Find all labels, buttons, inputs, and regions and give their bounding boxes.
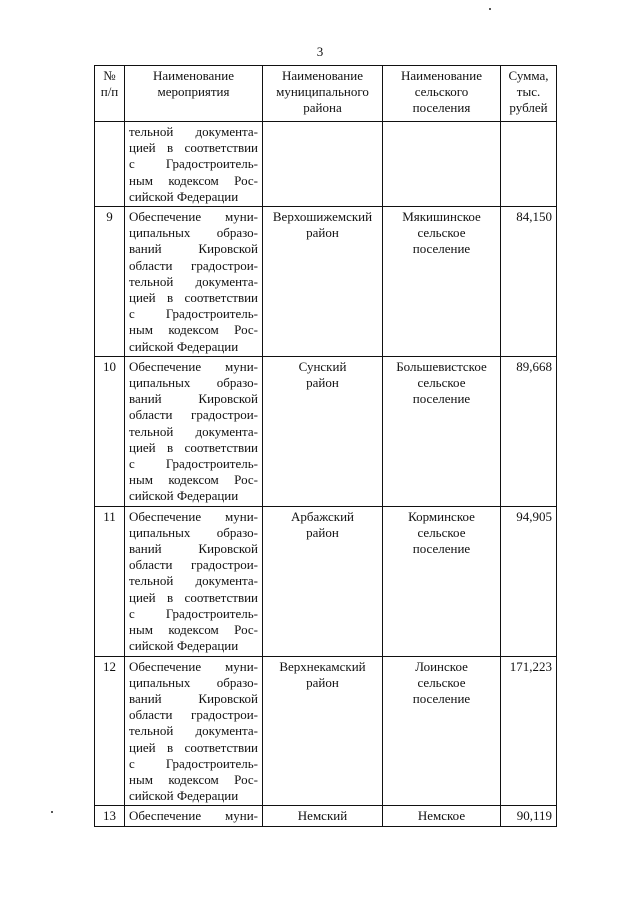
- cell-district: Верхнекамский район: [263, 656, 383, 806]
- event-line: с Градостроитель-: [129, 156, 258, 172]
- event-line: области градострои-: [129, 557, 258, 573]
- cell-event: [125, 122, 263, 207]
- cell-num: 13: [95, 806, 125, 826]
- table-row: [95, 806, 557, 826]
- event-line: ным кодексом Рос-: [129, 622, 258, 638]
- cell-event: [125, 356, 263, 506]
- header-sum: Сумма, тыс. рублей: [501, 66, 557, 122]
- event-line: Обеспечение муни-: [129, 808, 258, 824]
- event-line: ным кодексом Рос-: [129, 771, 258, 787]
- event-line: сийской Федерации: [129, 338, 239, 354]
- scan-speck: [51, 811, 53, 813]
- measures-table: [94, 65, 557, 827]
- table-row: [95, 656, 557, 806]
- cell-settlement: Корминское сельское поселение: [383, 506, 501, 656]
- cell-settlement: Лоинское сельское поселение: [383, 656, 501, 806]
- event-line: цией в соответствии: [129, 739, 258, 755]
- page-number: 3: [316, 44, 324, 59]
- event-line: ципальных образо-: [129, 375, 258, 391]
- event-line: тельной документа-: [129, 273, 258, 289]
- cell-district: Верхошижемский район: [263, 207, 383, 357]
- cell-sum: [501, 122, 557, 207]
- table-header-row: [95, 66, 557, 122]
- event-line: ным кодексом Рос-: [129, 322, 258, 338]
- cell-event: [125, 207, 263, 357]
- event-line: тельной документа-: [129, 423, 258, 439]
- event-line: цией в соответствии: [129, 589, 258, 605]
- cell-sum: 84,150: [501, 207, 557, 357]
- cell-num: 9: [95, 207, 125, 357]
- table-row: [95, 356, 557, 506]
- event-line: сийской Федерации: [129, 788, 239, 804]
- cell-district: Немский: [263, 806, 383, 826]
- cell-district: Сунский район: [263, 356, 383, 506]
- event-line: Обеспечение муни-: [129, 658, 258, 674]
- event-line: ваний Кировской: [129, 391, 258, 407]
- event-line: ным кодексом Рос-: [129, 172, 258, 188]
- cell-settlement: Мякишинское сельское поселение: [383, 207, 501, 357]
- event-line: с Градостроитель-: [129, 605, 258, 621]
- event-line: цией в соответствии: [129, 140, 258, 156]
- event-line: сийской Федерации: [129, 488, 239, 504]
- cell-district: Арбажский район: [263, 506, 383, 656]
- cell-sum: 89,668: [501, 356, 557, 506]
- event-line: тельной документа-: [129, 723, 258, 739]
- event-line: с Градостроитель-: [129, 755, 258, 771]
- event-line: области градострои-: [129, 707, 258, 723]
- header-district: Наименование муниципального района: [263, 66, 383, 122]
- cell-sum: 90,119: [501, 806, 557, 826]
- event-line: сийской Федерации: [129, 638, 239, 654]
- header-num: № п/п: [95, 66, 125, 122]
- cell-settlement: Большевистское сельское поселение: [383, 356, 501, 506]
- cell-district: [263, 122, 383, 207]
- event-line: тельной документа-: [129, 573, 258, 589]
- cell-num: [95, 122, 125, 207]
- header-settlement: Наименование сельского поселения: [383, 66, 501, 122]
- cell-sum: 94,905: [501, 506, 557, 656]
- cell-settlement: [383, 122, 501, 207]
- cell-event: [125, 506, 263, 656]
- table-row-continuation: [95, 122, 557, 207]
- event-line: Обеспечение муни-: [129, 508, 258, 524]
- cell-event: [125, 656, 263, 806]
- event-line: цией в соответствии: [129, 290, 258, 306]
- cell-num: 12: [95, 656, 125, 806]
- event-line: ваний Кировской: [129, 541, 258, 557]
- event-line: тельной документа-: [129, 124, 258, 139]
- event-line: ципальных образо-: [129, 674, 258, 690]
- event-line: Обеспечение муни-: [129, 358, 258, 374]
- scan-speck: [489, 8, 491, 10]
- cell-num: 11: [95, 506, 125, 656]
- event-line: ваний Кировской: [129, 241, 258, 257]
- table-row: [95, 207, 557, 357]
- event-line: ципальных образо-: [129, 225, 258, 241]
- event-line: ципальных образо-: [129, 524, 258, 540]
- cell-num: 10: [95, 356, 125, 506]
- event-line: с Градостроитель-: [129, 306, 258, 322]
- event-line: Обеспечение муни-: [129, 209, 258, 225]
- event-line: цией в соответствии: [129, 439, 258, 455]
- cell-sum: 171,223: [501, 656, 557, 806]
- cell-event: [125, 806, 263, 826]
- event-line: с Градостроитель-: [129, 456, 258, 472]
- cell-settlement: Немское: [383, 806, 501, 826]
- event-line: ваний Кировской: [129, 690, 258, 706]
- event-line: области градострои-: [129, 257, 258, 273]
- event-line: области градострои-: [129, 407, 258, 423]
- header-event: Наименование мероприятия: [125, 66, 263, 122]
- table-row: [95, 506, 557, 656]
- event-line: сийской Федерации: [129, 188, 239, 204]
- event-line: ным кодексом Рос-: [129, 472, 258, 488]
